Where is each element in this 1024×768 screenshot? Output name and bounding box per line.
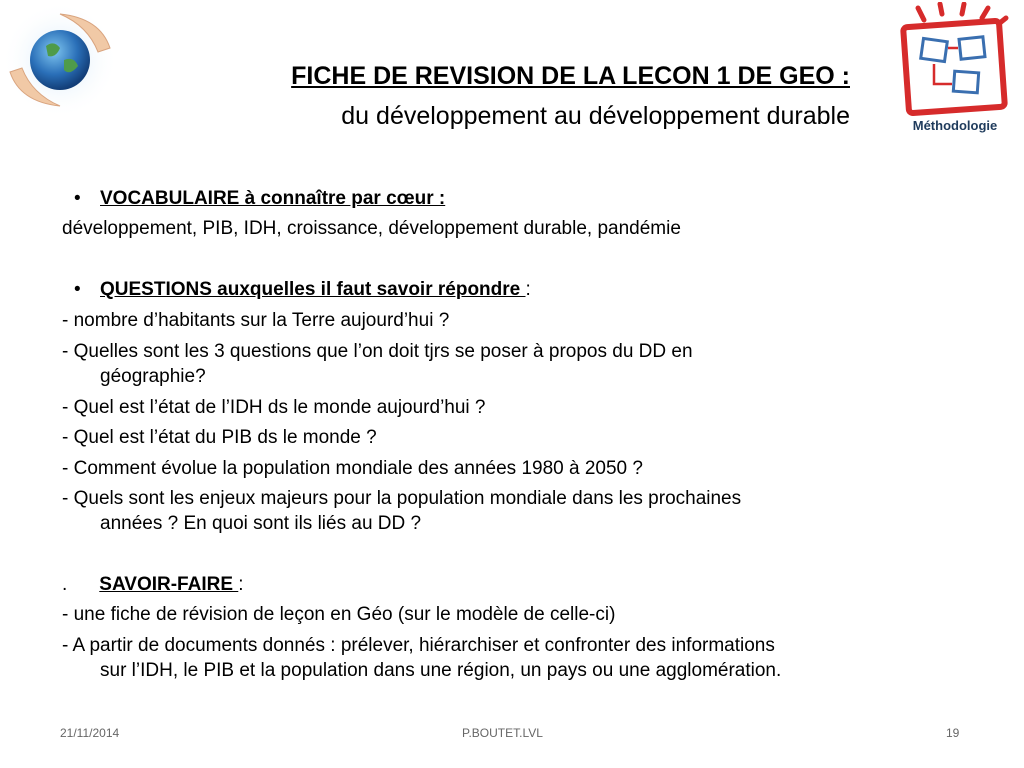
methodology-caption: Méthodologie <box>912 118 998 133</box>
question-item-continued: années ? En quoi sont ils liés au DD ? <box>100 513 422 534</box>
question-item: - nombre d’habitants sur la Terre aujourd’hui ? <box>62 310 450 331</box>
savoir-faire-heading-row <box>62 573 244 596</box>
vocab-heading: VOCABULAIRE à connaître par cœur : <box>100 188 446 209</box>
question-item: - Quels sont les enjeux majeurs pour la population mondiale dans les prochaines <box>62 488 742 509</box>
questions-heading-row <box>74 278 531 301</box>
savoir-faire-item: - une fiche de révision de leçon en Géo (sur le modèle de celle-ci) <box>62 604 616 625</box>
bullet-icon: • <box>74 188 81 209</box>
question-item: - Quel est l’état de l’IDH ds le monde aujourd’hui ? <box>62 397 486 418</box>
footer-date: 21/11/2014 <box>60 726 120 740</box>
vocab-heading-row <box>74 187 445 210</box>
question-item-continued: géographie? <box>100 366 206 387</box>
questions-colon: : <box>525 279 531 300</box>
page-subtitle: du développement au développement durable <box>341 102 850 130</box>
footer-author: P.BOUTET.LVL <box>462 726 543 740</box>
savoir-faire-item-continued: sur l’IDH, le PIB et la population dans une région, un pays ou une agglomération. <box>100 660 782 681</box>
savoir-faire-prefix: . <box>62 574 68 595</box>
savoir-faire-item: - A partir de documents donnés : prélever, hiérarchiser et confronter des informations <box>62 635 775 656</box>
questions-heading: QUESTIONS auxquelles il faut savoir répondre <box>100 279 526 300</box>
vocab-text: développement, PIB, IDH, croissance, développement durable, pandémie <box>62 218 681 239</box>
globe-hands-logo <box>2 2 118 118</box>
page-title: FICHE DE REVISION DE LA LECON 1 DE GEO : <box>291 62 850 90</box>
bullet-icon: • <box>74 279 81 300</box>
question-item: - Quelles sont les 3 questions que l’on doit tjrs se poser à propos du DD en <box>62 341 693 362</box>
question-item: - Comment évolue la population mondiale des années 1980 à 2050 ? <box>62 458 643 479</box>
footer-page-number: 19 <box>946 726 960 740</box>
question-item: - Quel est l’état du PIB ds le monde ? <box>62 427 377 448</box>
savoir-faire-colon: : <box>238 574 244 595</box>
savoir-faire-heading: SAVOIR-FAIRE <box>99 574 239 595</box>
